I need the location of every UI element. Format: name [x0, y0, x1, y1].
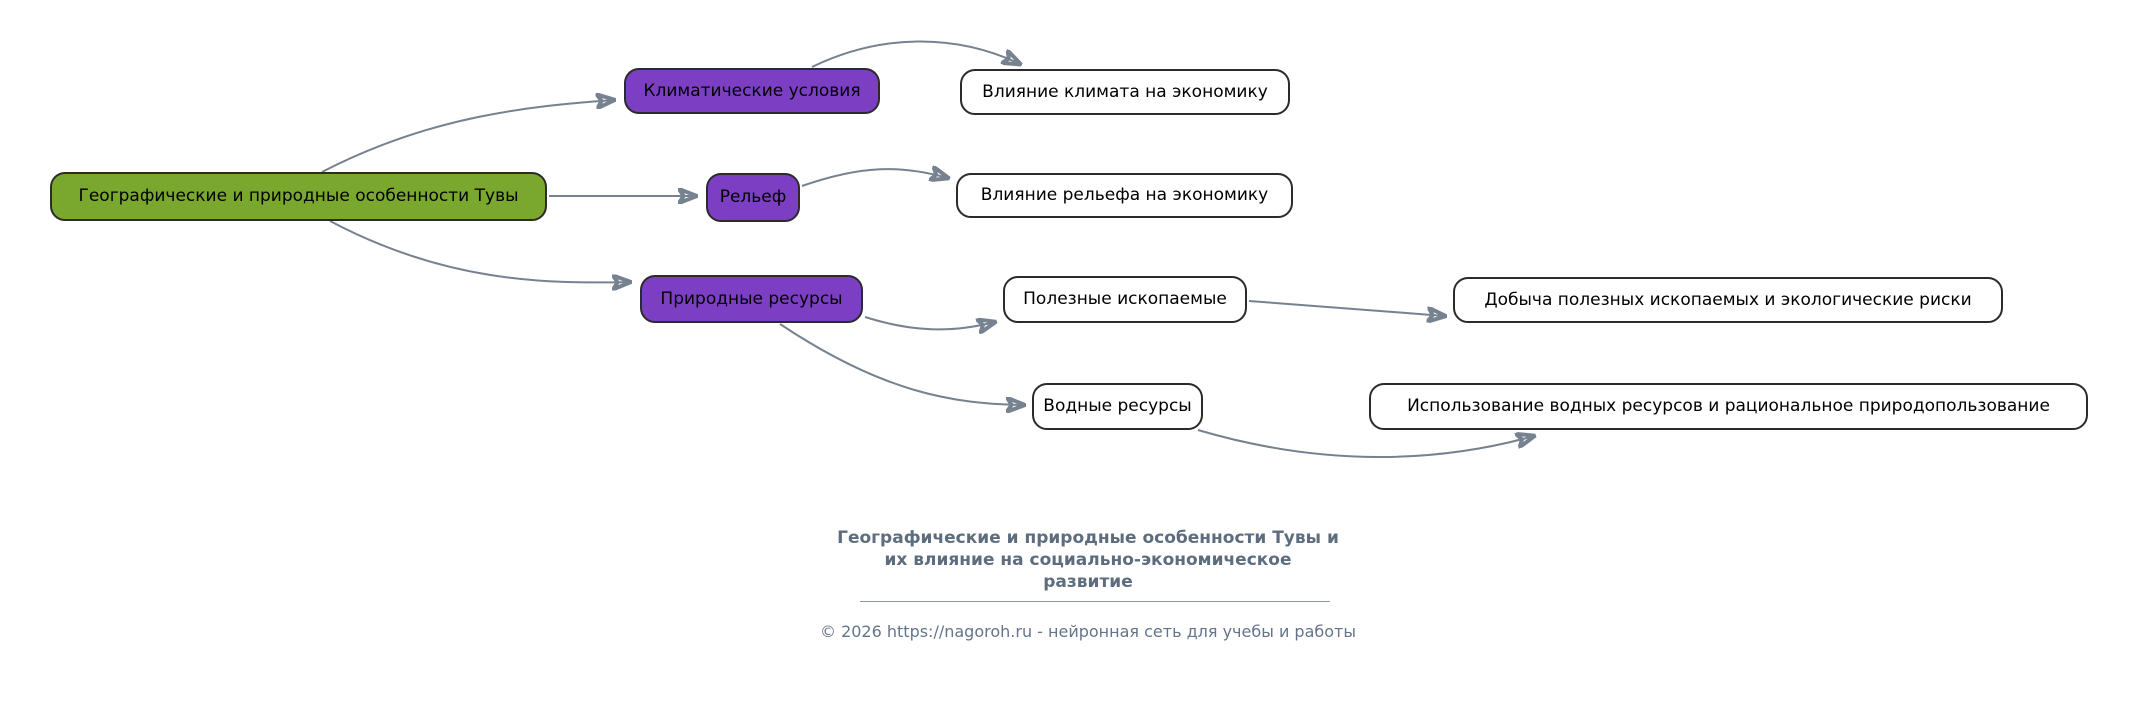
diagram-title-line-3: развитие — [1043, 572, 1133, 592]
node-mining-label: Добыча полезных ископаемых и экологические риски — [1484, 289, 1972, 310]
node-relief — [706, 173, 800, 222]
node-relief-impact-label: Влияние рельефа на экономику — [980, 185, 1269, 206]
edge-resources-water — [780, 324, 1024, 405]
node-water-label: Водные ресурсы — [1043, 396, 1192, 417]
node-water-use — [1369, 383, 2088, 430]
node-climate-impact — [960, 69, 1290, 115]
edge-water-water-use — [1198, 430, 1534, 457]
edge-root-climate — [322, 100, 614, 172]
node-root — [50, 172, 547, 221]
node-climate-label: Климатические условия — [643, 80, 861, 101]
edge-minerals-mining — [1249, 301, 1445, 316]
edge-climate-climate-impact — [812, 41, 1020, 67]
node-water-use-label: Использование водных ресурсов и рациональное природопользование — [1407, 396, 2050, 417]
node-water — [1032, 383, 1203, 430]
node-minerals — [1003, 276, 1247, 323]
node-resources — [640, 275, 863, 323]
node-relief-impact — [956, 173, 1293, 218]
diagram-title-line-1: Географические и природные особенности Тувы и — [837, 528, 1339, 548]
node-minerals-label: Полезные ископаемые — [1023, 289, 1227, 310]
node-mining — [1453, 277, 2003, 323]
diagram-title-line-2: их влияние на социально-экономическое — [884, 550, 1292, 570]
diagram-title — [738, 527, 1438, 593]
node-climate-impact-label: Влияние климата на экономику — [982, 81, 1268, 102]
copyright-text: © 2026 https://nagoroh.ru - нейронная сеть для учебы и работы — [819, 622, 1356, 641]
node-resources-label: Природные ресурсы — [660, 288, 843, 309]
edge-resources-minerals — [865, 317, 995, 329]
node-root-label: Географические и природные особенности Тувы — [78, 186, 519, 207]
edge-relief-relief-impact — [802, 169, 948, 186]
node-relief-label: Рельеф — [719, 187, 787, 208]
node-climate — [624, 68, 880, 114]
edge-root-resources — [330, 221, 630, 282]
title-divider — [860, 601, 1330, 602]
